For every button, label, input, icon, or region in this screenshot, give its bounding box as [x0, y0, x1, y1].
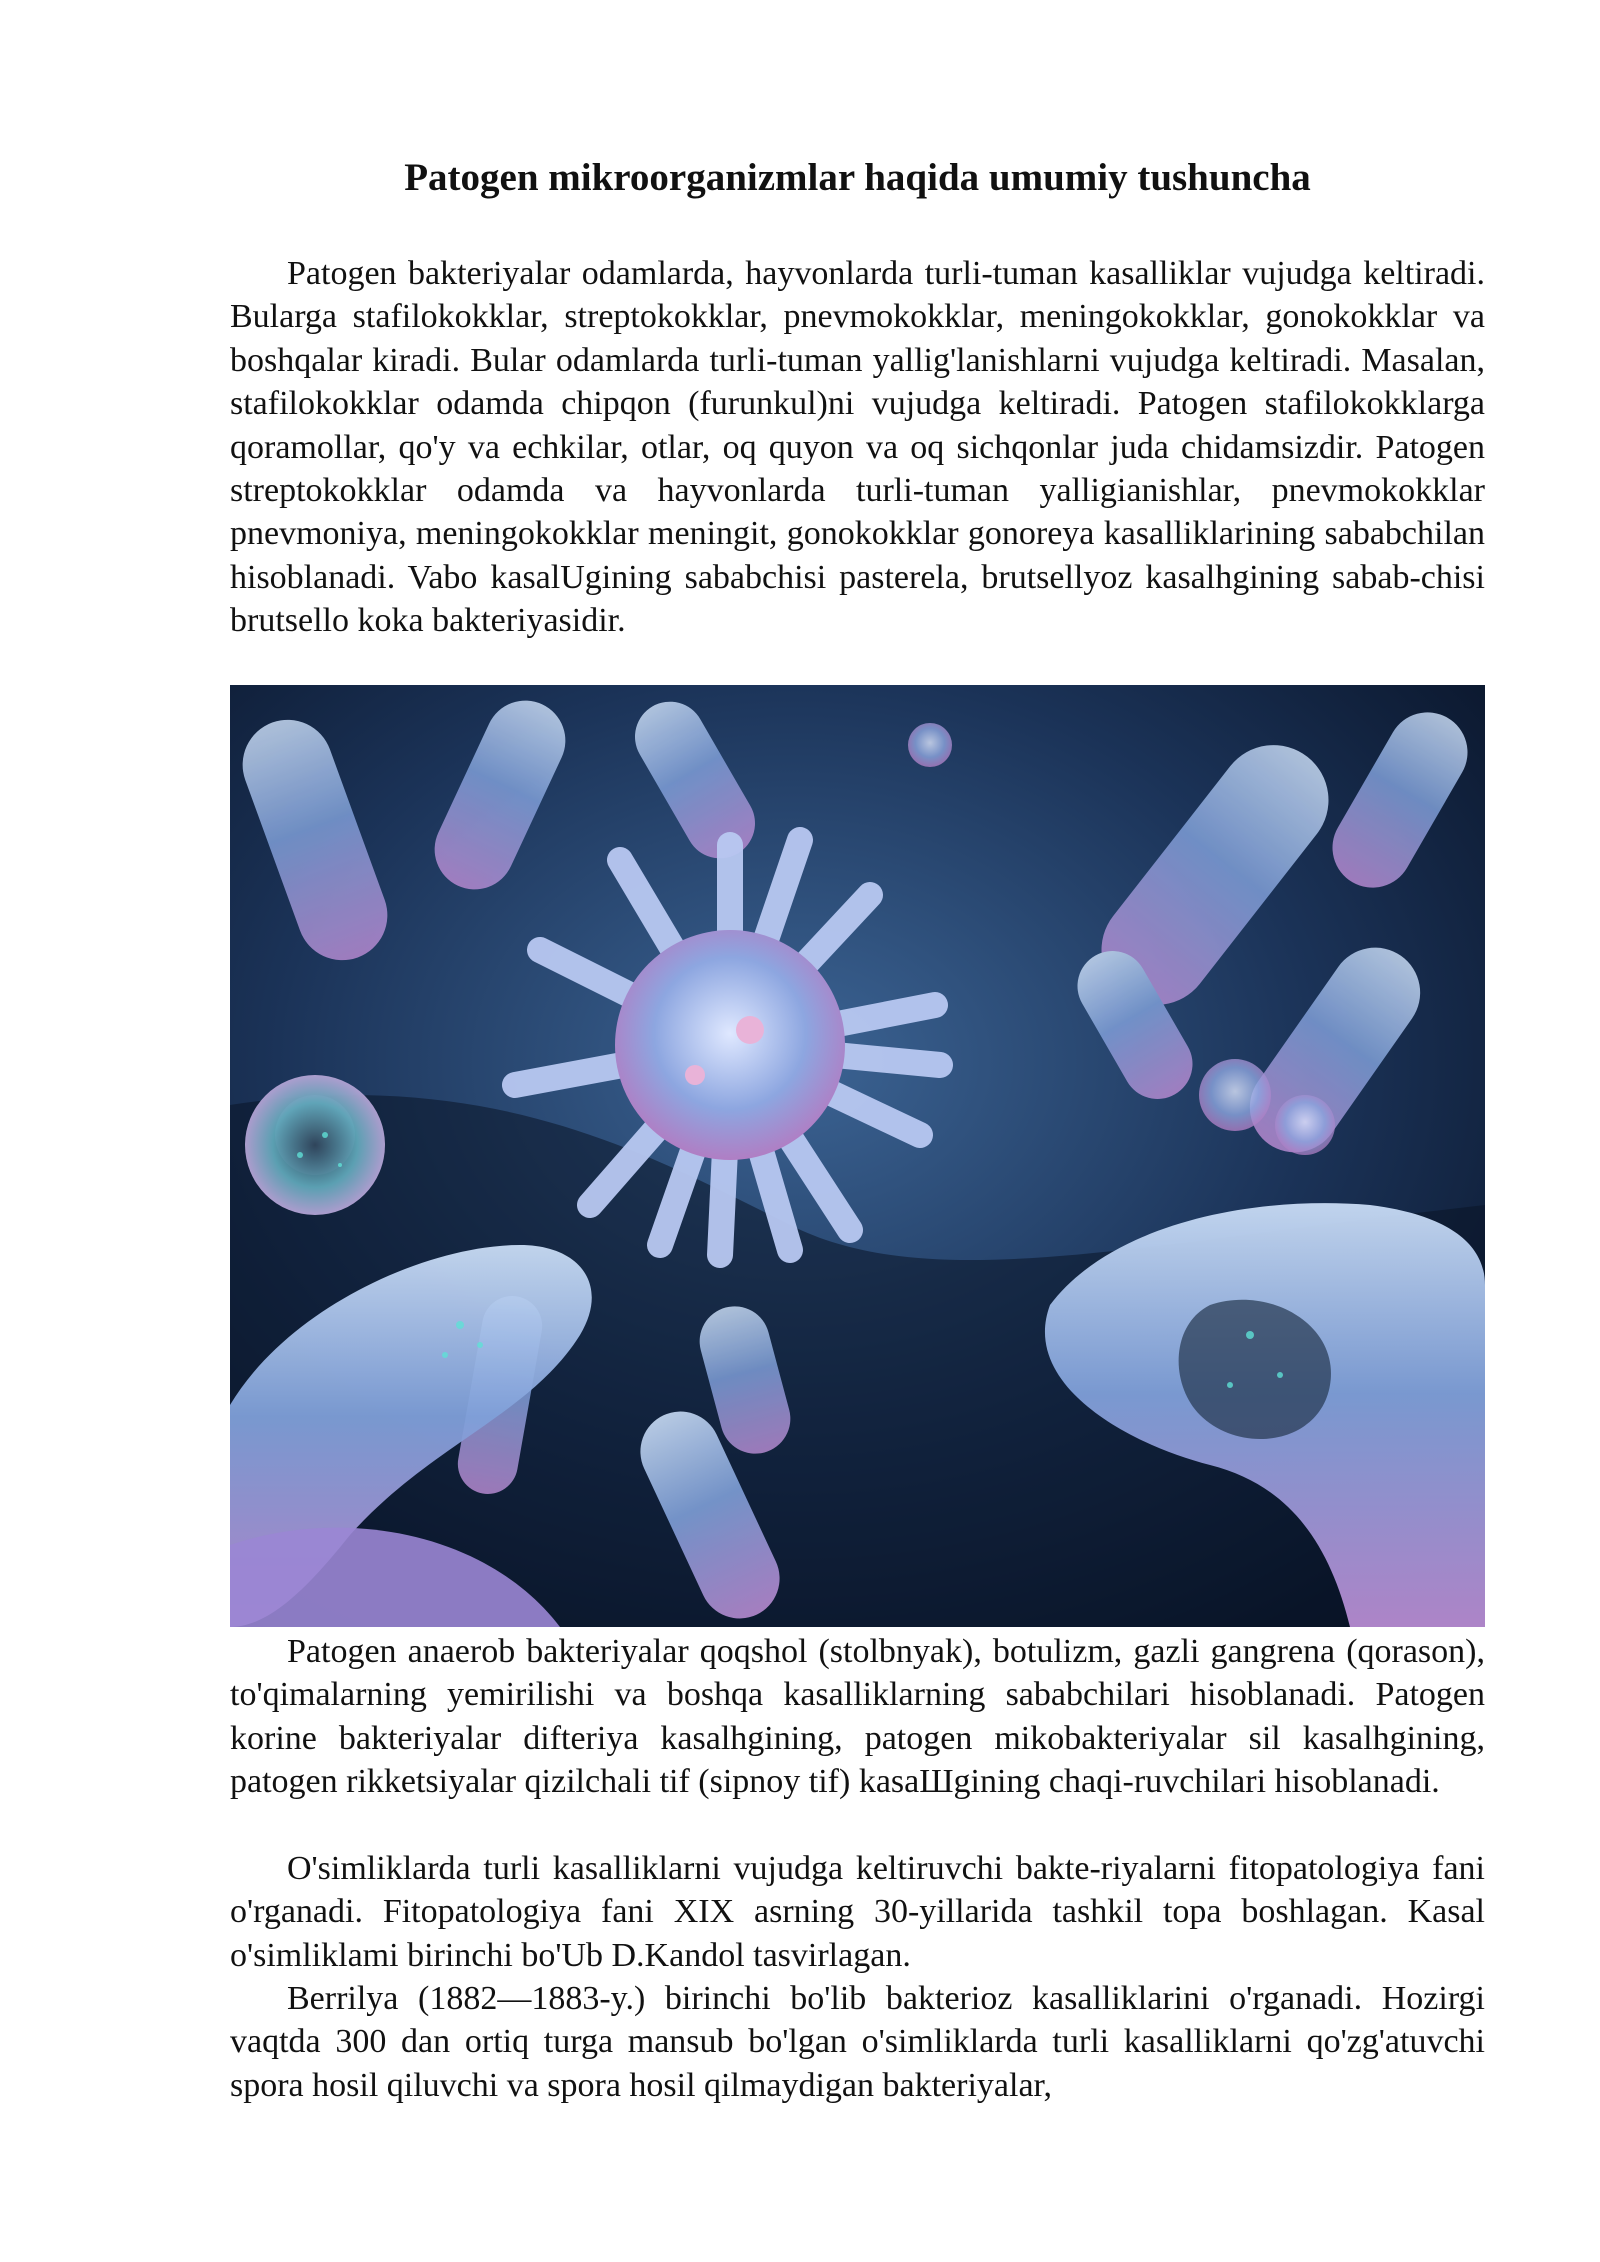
microorganisms-illustration: [230, 685, 1485, 1627]
page-title: Patogen mikroorganizmlar haqida umumiy tushuncha: [404, 156, 1311, 199]
paragraph-4: Berrilya (1882—1883-y.) birinchi bo'lib bakterioz kasalliklarini o'rganadi. Hozirgi vaqtda 300 dan ortiq turga mansub bo'lgan o'simliklarda turli kasalliklarni qo'zg'atuvchi spora hosil qiluvchi va spora hosil qilmaydigan bakteriyalar,: [230, 1980, 1485, 2104]
paragraph-2: Patogen anaerob bakteriyalar qoqshol (stolbnyak), botulizm, gazli gangrena (qorason), to'qimalarning yemirilishi va boshqa kasalliklarning sababchilari hisoblanadi. Patogen korine bakteriyalar difteriya kasalhgining, patogen mikobakteriyalar sil kasalhgining, patogen rikketsiyalar qizilchali tif (sipnoy tif) kasaШgining chaqi-ruvchilari hisoblanadi.: [230, 1633, 1485, 1801]
paragraph-3: O'simliklarda turli kasalliklarni vujudga keltiruvchi bakte-riyalarni fitopatologiya fani o'rganadi. Fitopatologiya fani XIX asrning 30-yillarida tashkil topa boshlagan. Kasal o'simliklami birinchi bo'Ub D.Kandol tasvirlagan.: [230, 1850, 1485, 1974]
paragraph-1: Patogen bakteriyalar odamlarda, hayvonlarda turli-tuman kasalliklar vujudga keltiradi. Bularga stafilokokklar, streptokokklar, pnevmokokklar, meningokokklar, gonokokklar va boshqalar kiradi. Bular odamlarda turli-tuman yallig'lanishlarni vujudga keltiradi. Masalan, stafilokokklar odamda chipqon (furunkul)ni vujudga keltiradi. Patogen stafilokokklarga qoramollar, qo'y va echkilar, otlar, oq quyon va oq sichqonlar juda chidamsizdir. Patogen streptokokklar odamda va hayvonlarda turli-tuman yalligianishlar, pnevmokokklar pnevmoniya, meningokokklar meningit, gonokokklar gonoreya kasalliklarining sababchilan hisoblanadi. Vabo kasalUgining sababchisi pasterela, brutsellyoz kasalhgining sabab-chisi brutsello koka bakteriyasidir.: [230, 255, 1485, 640]
